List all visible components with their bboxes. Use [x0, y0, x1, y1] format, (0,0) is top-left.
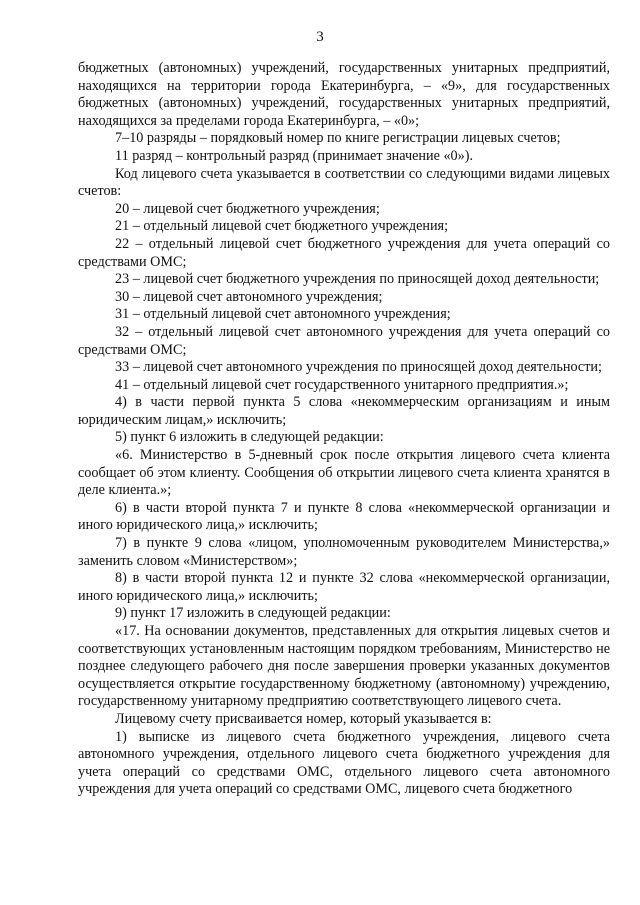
paragraph: 23 – лицевой счет бюджетного учреждения по приносящей доход деятельности;	[115, 271, 600, 288]
paragraph: 31 – отдельный лицевой счет автономного учреждения;	[115, 306, 451, 323]
paragraph: 1) выписке из лицевого счета бюджетного учреждения, лицевого счета автономного учреждения, отдельного лицевого счета бюджетного учреждения для учета операций со средствами ОМС, отдельного лицевого счета автономного учреждения для учета операций со средствами ОМС, лицевого счета бюджетного	[78, 728, 610, 798]
paragraph: 33 – лицевой счет автономного учреждения по приносящей доход деятельности;	[115, 359, 602, 376]
paragraph: 22 – отдельный лицевой счет бюджетного учреждения для учета операций со средствами ОМС;	[78, 235, 610, 270]
paragraph: 21 – отдельный лицевой счет бюджетного учреждения;	[115, 218, 449, 235]
paragraph: 6) в части второй пункта 7 и пункте 8 слова «некоммерческой организации и иного юридического лица,» исключить;	[78, 499, 610, 534]
paragraph: «6. Министерство в 5-дневный срок после открытия лицевого счета клиента сообщает об этом клиенту. Сообщения об открытии лицевого счета клиента хранятся в деле клиента.»;	[78, 447, 610, 499]
document-body	[78, 60, 610, 799]
paragraph: Лицевому счету присваивается номер, который указывается в:	[115, 710, 492, 727]
paragraph: 9) пункт 17 изложить в следующей редакции:	[115, 605, 391, 622]
paragraph: «17. На основании документов, представленных для открытия лицевых счетов и соответствующих установленным настоящим порядком требованиям, Министерство не позднее следующего рабочего дня после завершения проверки указанных документов осуществляется открытие государственному бюджетному (автономному) учреждению, государственному унитарному предприятию соответствующего лицевого счета.	[78, 623, 610, 710]
paragraph: 8) в части второй пункта 12 и пункте 32 слова «некоммерческой организации, иного юридического лица,» исключить;	[78, 570, 610, 604]
paragraph: Код лицевого счета указывается в соответствии со следующими видами лицевых счетов:	[78, 165, 610, 200]
paragraph: 4) в части первой пункта 5 слова «некоммерческим организациям и иным юридическим лицам,» исключить;	[78, 394, 610, 428]
page-number: 3	[316, 29, 324, 45]
paragraph: 30 – лицевой счет автономного учреждения;	[115, 288, 383, 305]
paragraph: 41 – отдельный лицевой счет государственного унитарного предприятия.»;	[115, 376, 569, 393]
paragraph: 11 разряд – контрольный разряд (принимает значение «0»).	[115, 147, 474, 164]
paragraph: 7) в пункте 9 слова «лицом, уполномоченным руководителем Министерства,» заменить словом «Министерством»;	[78, 535, 610, 569]
paragraph: 20 – лицевой счет бюджетного учреждения;	[115, 200, 380, 217]
paragraph: 5) пункт 6 изложить в следующей редакции:	[115, 429, 384, 446]
paragraph: 32 – отдельный лицевой счет автономного учреждения для учета операций со средствами ОМС;	[78, 323, 610, 358]
paragraph: бюджетных (автономных) учреждений, государственных унитарных предприятий, находящихся на территории города Екатеринбурга, – «9», для государственных бюджетных (автономных) учреждений, государственных унитарных предприятий, находящихся за пределами города Екатеринбурга, – «0»;	[78, 60, 610, 129]
paragraph: 7–10 разряды – порядковый номер по книге регистрации лицевых счетов;	[115, 130, 561, 147]
